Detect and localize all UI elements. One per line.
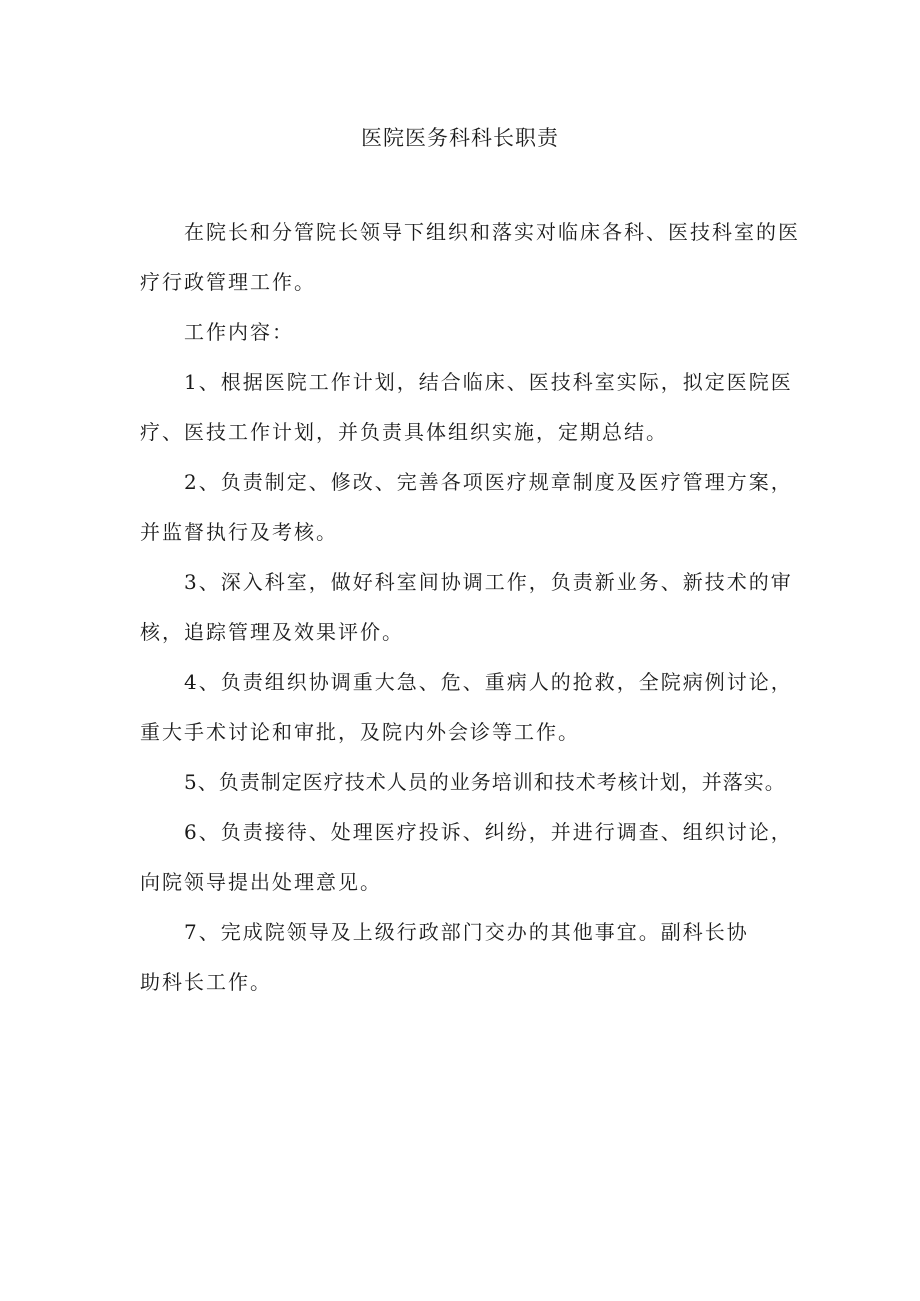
- duty-item-5: 5、负责制定医疗技术人员的业务培训和技术考核计划，并落实。: [184, 770, 786, 794]
- intro-paragraph: 在院长和分管院长领导下组织和落实对临床各科、医技科室的医疗行政管理工作。: [140, 220, 800, 294]
- duty-item-3: 3、深入科室，做好科室间协调工作，负责新业务、新技术的审核，追踪管理及效果评价。: [140, 570, 793, 644]
- content-label: 工作内容：: [184, 320, 294, 344]
- duty-item-4: 4、负责组织协调重大急、危、重病人的抢救，全院病例讨论，重大手术讨论和审批，及院内外会诊等工作。: [140, 670, 793, 744]
- duty-item-6: 6、负责接待、处理医疗投诉、纠纷，并进行调查、组织讨论，向院领导提出处理意见。: [140, 820, 793, 894]
- duty-item-2: 2、负责制定、修改、完善各项医疗规章制度及医疗管理方案，并监督执行及考核。: [140, 470, 793, 544]
- document-title: 医院医务科科长职责: [361, 126, 559, 150]
- duty-item-7: 7、完成院领导及上级行政部门交办的其他事宜。副科长协助科长工作。: [140, 920, 749, 994]
- duty-item-1: 1、根据医院工作计划，结合临床、医技科室实际，拟定医院医疗、医技工作计划，并负责具体组织实施，定期总结。: [140, 370, 793, 444]
